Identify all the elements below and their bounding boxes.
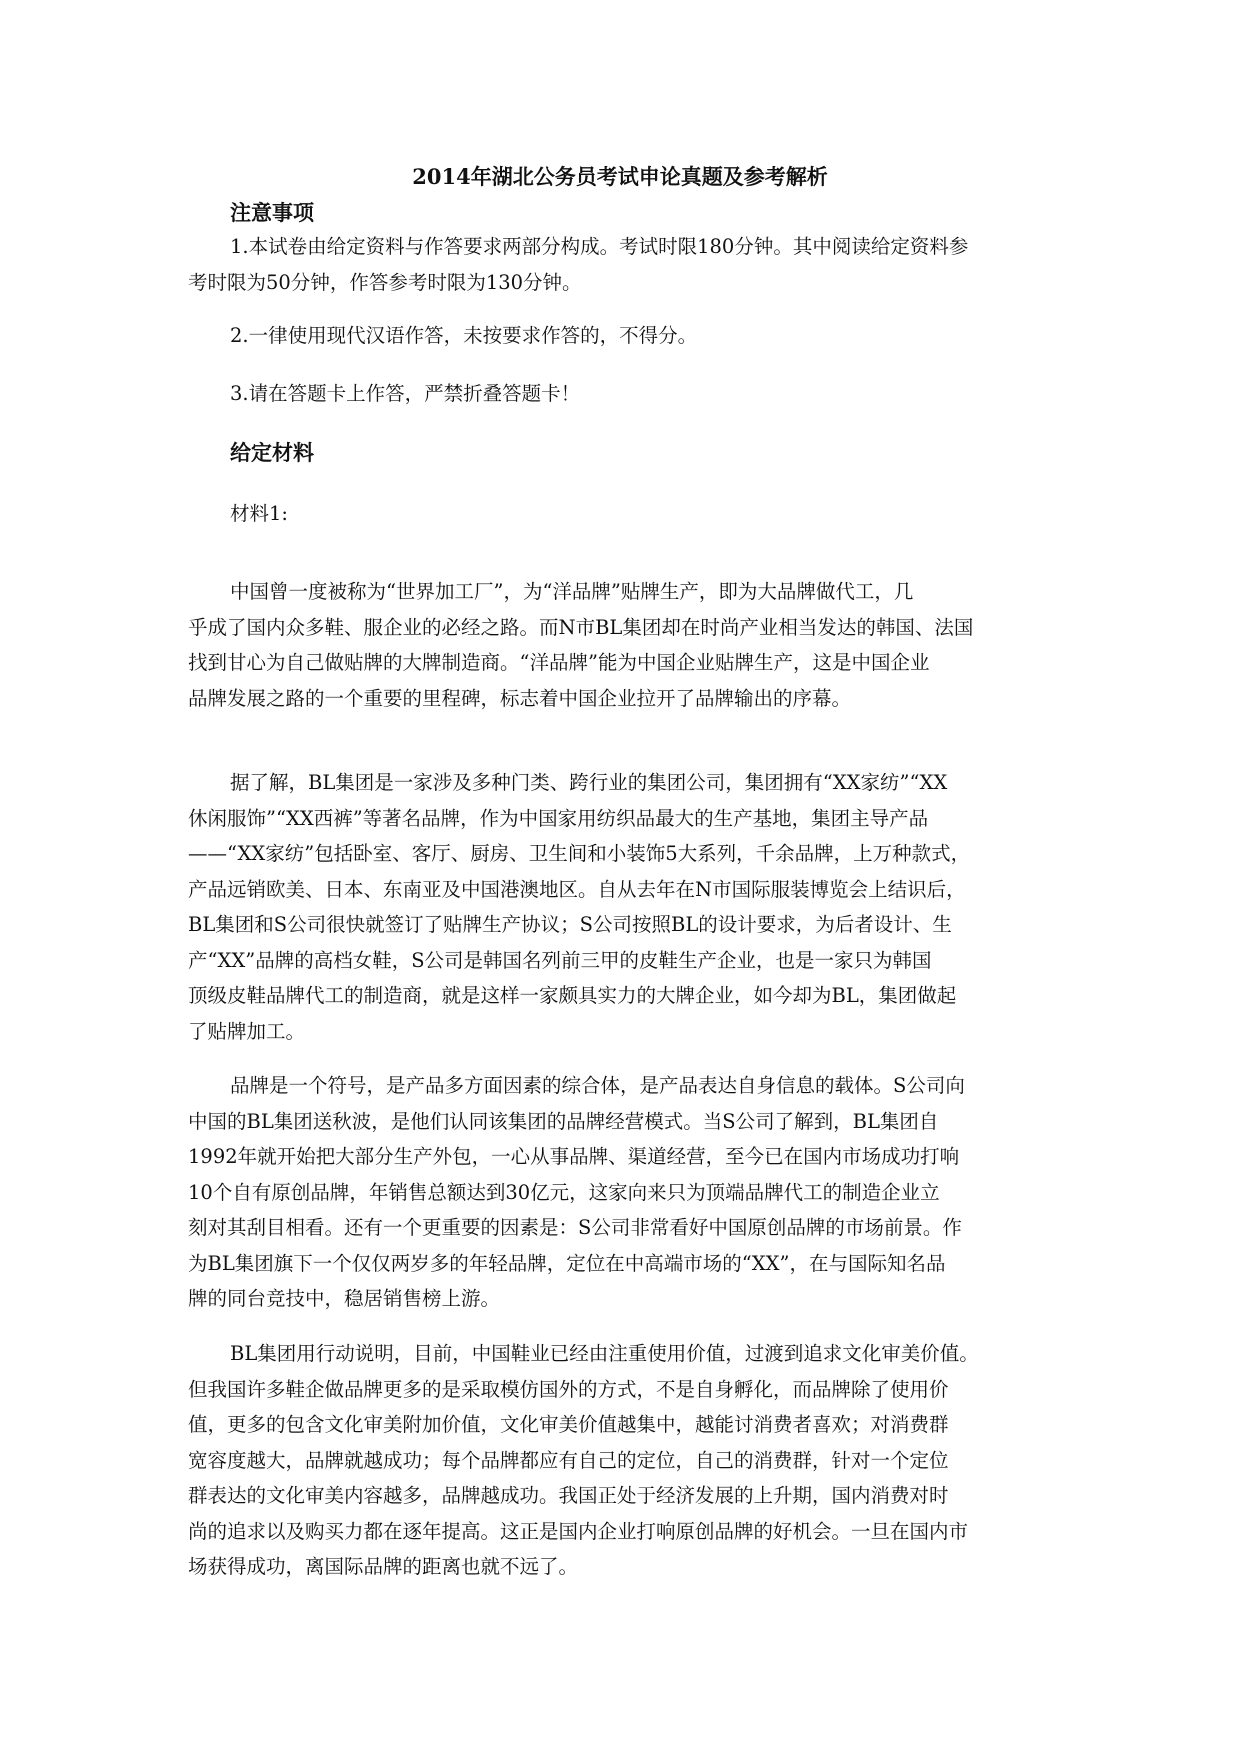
notice-heading: 注意事项 bbox=[230, 200, 314, 225]
notice-item-2 bbox=[188, 318, 1056, 354]
text-line: 牌的同台竞技中，稳居销售榜上游。 bbox=[188, 1287, 501, 1310]
text-line: 考时限为50分钟，作答参考时限为130分钟。 bbox=[188, 270, 582, 294]
text-line: 值，更多的包含文化审美附加价值，文化审美价值越集中，越能讨消费者喜欢；对消费群 bbox=[188, 1413, 949, 1436]
text-line: 为BL集团旗下一个仅仅两岁多的年轻品牌，定位在中高端市场的“XX”，在与国际知名品 bbox=[188, 1251, 946, 1275]
material-paragraph-2 bbox=[188, 765, 1056, 1049]
text-line: 中国的BL集团送秋波，是他们认同该集团的品牌经营模式。当S公司了解到，BL集团自 bbox=[188, 1109, 939, 1133]
text-line: 10个自有原创品牌，年销售总额达到30亿元，这家向来只为顶端品牌代工的制造企业立 bbox=[188, 1180, 940, 1204]
material-paragraph-1 bbox=[188, 574, 1056, 716]
text-line: 场获得成功，离国际品牌的距离也就不远了。 bbox=[188, 1555, 579, 1578]
text-line: 1992年就开始把大部分生产外包，一心从事品牌、渠道经营，至今已在国内市场成功打响 bbox=[188, 1145, 960, 1168]
text-line: 群表达的文化审美内容越多，品牌越成功。我国正处于经济发展的上升期，国内消费对时 bbox=[188, 1484, 949, 1507]
text-line: 材料1: bbox=[230, 502, 288, 525]
text-line: 刻对其刮目相看。还有一个更重要的因素是：S公司非常看好中国原创品牌的市场前景。作 bbox=[188, 1216, 962, 1239]
text-line: 了贴牌加工。 bbox=[188, 1019, 306, 1043]
text-line: 2.一律使用现代汉语作答，未按要求作答的，不得分。 bbox=[230, 324, 698, 347]
material-paragraph-4 bbox=[188, 1336, 1056, 1585]
text-line: 据了解，BL集团是一家涉及多种门类、跨行业的集团公司，集团拥有“XX家纺”“XX bbox=[230, 771, 948, 794]
material-label bbox=[188, 496, 1056, 532]
text-line: 宽容度越大，品牌就越成功；每个品牌都应有自己的定位，自己的消费群，针对一个定位 bbox=[188, 1448, 949, 1472]
notice-item-1 bbox=[188, 229, 1056, 300]
text-line: 品牌是一个符号，是产品多方面因素的综合体，是产品表达自身信息的载体。S公司向 bbox=[230, 1074, 965, 1097]
text-line: 产“XX”品牌的高档女鞋，S公司是韩国名列前三甲的皮鞋生产企业，也是一家只为韩国 bbox=[188, 948, 932, 972]
text-line: 休闲服饰”“XX西裤”等著名品牌，作为中国家用纺织品最大的生产基地，集团主导产品 bbox=[188, 806, 929, 830]
text-line: BL集团用行动说明，目前，中国鞋业已经由注重使用价值，过渡到追求文化审美价值。 bbox=[230, 1342, 979, 1365]
notice-item-3 bbox=[188, 376, 1056, 412]
text-line: 1.本试卷由给定资料与作答要求两部分构成。考试时限180分钟。其中阅读给定资料参 bbox=[230, 235, 969, 258]
materials-heading: 给定材料 bbox=[230, 440, 314, 465]
document-title: 2014年湖北公务员考试申论真题及参考解析 bbox=[412, 164, 828, 189]
text-line: 中国曾一度被称为“世界加工厂”，为“洋品牌”贴牌生产，即为大品牌做代工，几 bbox=[230, 580, 914, 603]
text-line: BL集团和S公司很快就签订了贴牌生产协议；S公司按照BL的设计要求，为后者设计、生 bbox=[188, 913, 952, 936]
material-paragraph-3 bbox=[188, 1068, 1056, 1317]
text-line: 尚的追求以及购买力都在逐年提高。这正是国内企业打响原创品牌的好机会。一旦在国内市 bbox=[188, 1519, 969, 1543]
text-line: 3.请在答题卡上作答，严禁折叠答题卡！ bbox=[230, 382, 581, 405]
text-line: 顶级皮鞋品牌代工的制造商，就是这样一家颇具实力的大牌企业，如今却为BL，集团做起 bbox=[188, 984, 957, 1007]
text-line: ——“XX家纺”包括卧室、客厅、厨房、卫生间和小装饰5大系列，千余品牌，上万种款式， bbox=[188, 842, 971, 865]
text-line: 但我国许多鞋企做品牌更多的是采取模仿国外的方式，不是自身孵化，而品牌除了使用价 bbox=[188, 1377, 949, 1401]
text-line: 品牌发展之路的一个重要的里程碑，标志着中国企业拉开了品牌输出的序幕。 bbox=[188, 686, 852, 710]
text-line: 找到甘心为自己做贴牌的大牌制造商。“洋品牌”能为中国企业贴牌生产，这是中国企业 bbox=[188, 651, 930, 674]
text-line: 产品远销欧美、日本、东南亚及中国港澳地区。自从去年在N市国际服装博览会上结识后， bbox=[188, 877, 966, 901]
text-line: 乎成了国内众多鞋、服企业的必经之路。而N市BL集团却在时尚产业相当发达的韩国、法国 bbox=[188, 615, 974, 639]
